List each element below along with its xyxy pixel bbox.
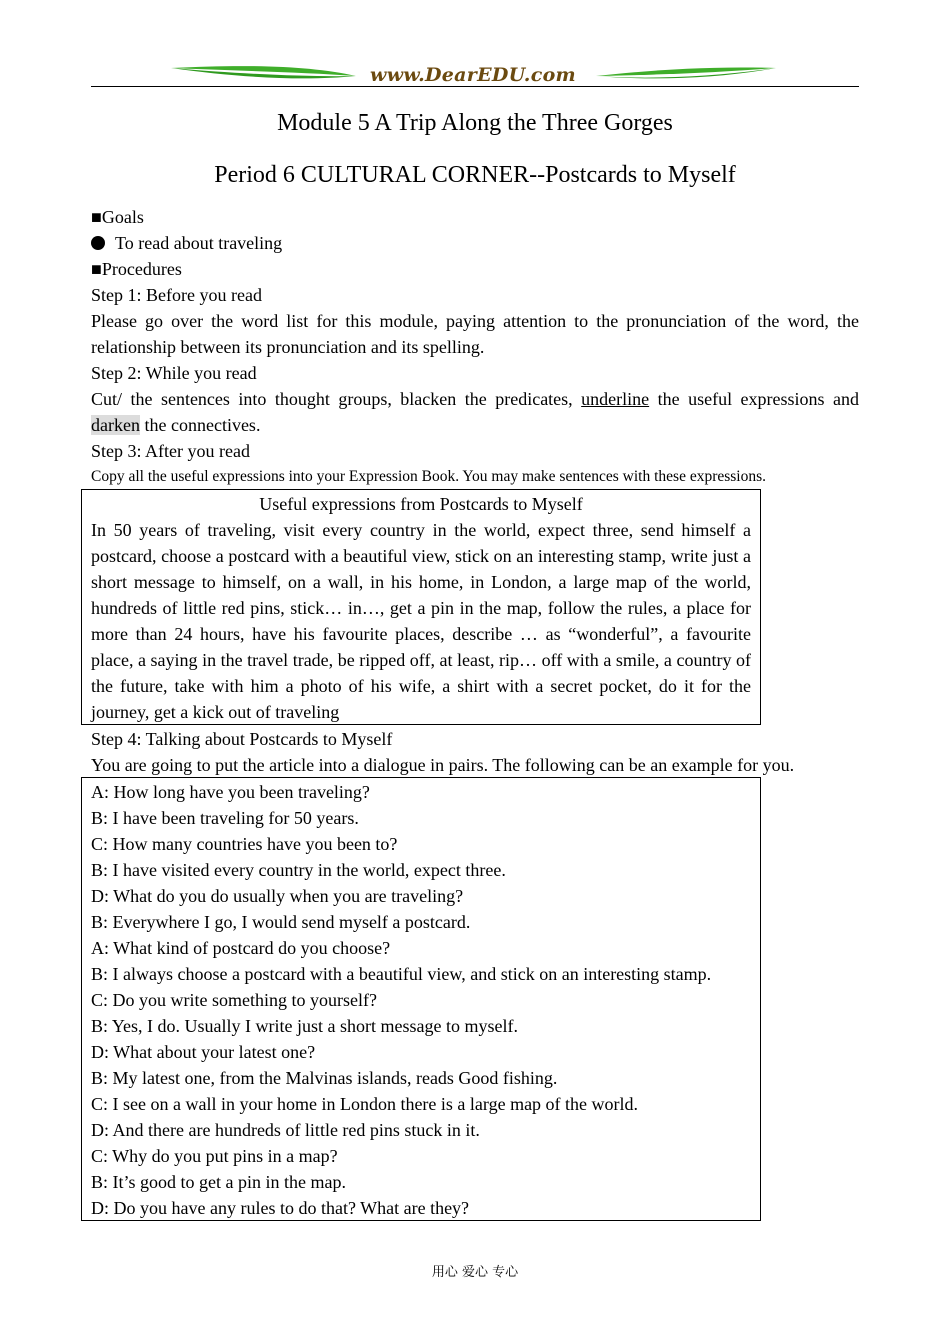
step2-text-part3: the connectives. bbox=[139, 415, 261, 435]
dialogue-line: B: I have visited every country in the world, expect three. bbox=[91, 860, 506, 880]
highlighted-word: darken bbox=[91, 415, 140, 435]
step1-title: Step 1: Before you read bbox=[91, 285, 262, 305]
dialogue-line: C: Why do you put pins in a map? bbox=[91, 1146, 338, 1166]
goals-item-text: To read about traveling bbox=[115, 233, 283, 253]
step4-title: Step 4: Talking about Postcards to Myself bbox=[91, 729, 393, 749]
step1-text: Please go over the word list for this module, paying attention to the pronunciation of the word, the relationship between its pronunciation and its spelling. bbox=[91, 311, 859, 357]
dialogue-line: B: I always choose a postcard with a beautiful view, and stick on an interesting stamp. bbox=[91, 964, 712, 984]
dialogue-line: B: Yes, I do. Usually I write just a short message to myself. bbox=[91, 1016, 518, 1036]
dialogue-line: B: It’s good to get a pin in the map. bbox=[91, 1172, 346, 1192]
dialogue-line: B: Everywhere I go, I would send myself a postcard. bbox=[91, 912, 471, 932]
brand-logo-text[interactable]: www.DearEDU.com bbox=[370, 64, 576, 86]
dialogue-line: B: My latest one, from the Malvinas islands, reads Good fishing. bbox=[91, 1068, 558, 1088]
expressions-text: In 50 years of traveling, visit every country in the world, expect three, send himself a postcard, choose a postcard with a beautiful view, stick on an interesting stamp, write just a short message to himself, on a wall, in his home, in London, a large map of the world, hundreds of little red pins, stick… in…, get a pin in the map, follow the rules, a place for more than 24 hours, have his favourite places, describe … as “wonderful”, a favourite place, a saying in the travel trade, be ripped off, at least, rip… off with a smile, a country of the future, take with him a photo of his wife, a shirt with a secret pocket, do it for the journey, get a kick out of traveling bbox=[91, 520, 751, 722]
period-title: Period 6 CULTURAL CORNER--Postcards to Myself bbox=[214, 162, 736, 188]
procedures-heading: ■Procedures bbox=[91, 259, 182, 279]
expressions-box bbox=[81, 489, 761, 725]
bullet-icon bbox=[91, 236, 105, 250]
header-banner bbox=[91, 62, 859, 92]
dialogue-line: D: And there are hundreds of little red pins stuck in it. bbox=[91, 1120, 480, 1140]
dialogue-line: A: How long have you been traveling? bbox=[91, 782, 370, 802]
dialogue-line: C: Do you write something to yourself? bbox=[91, 990, 377, 1010]
footer-text: 用心 爱心 专心 bbox=[431, 1265, 519, 1280]
step2-text-part1: Cut/ the sentences into thought groups, blacken the predicates, bbox=[91, 389, 582, 409]
step2-title: Step 2: While you read bbox=[91, 363, 257, 383]
dialogue-line: C: I see on a wall in your home in London there is a large map of the world. bbox=[91, 1094, 639, 1114]
dialogue-line: D: What do you do usually when you are traveling? bbox=[91, 886, 464, 906]
goals-heading: ■Goals bbox=[91, 207, 144, 227]
dialogue-box bbox=[81, 777, 761, 1221]
dialogue-line: D: Do you have any rules to do that? What are they? bbox=[91, 1198, 470, 1218]
dialogue-line: A: What kind of postcard do you choose? bbox=[91, 938, 391, 958]
header-rule bbox=[91, 86, 859, 87]
dialogue-list bbox=[82, 778, 760, 1221]
goals-item bbox=[91, 230, 859, 256]
underline-word: underline bbox=[581, 389, 650, 409]
dialogue-line: B: I have been traveling for 50 years. bbox=[91, 808, 359, 828]
step2-text bbox=[91, 386, 859, 438]
dialogue-line: C: How many countries have you been to? bbox=[91, 834, 398, 854]
step2-text-part2: the useful expressions and bbox=[649, 389, 859, 409]
step3-text: Copy all the useful expressions into your Expression Book. You may make sentences with these expressions. bbox=[91, 468, 767, 485]
expressions-heading: Useful expressions from Postcards to Myself bbox=[259, 494, 583, 514]
module-title: Module 5 A Trip Along the Three Gorges bbox=[277, 110, 673, 136]
step4-text: You are going to put the article into a dialogue in pairs. The following can be an example for you. bbox=[91, 755, 795, 775]
step3-title: Step 3: After you read bbox=[91, 441, 250, 461]
dialogue-line: D: What about your latest one? bbox=[91, 1042, 316, 1062]
